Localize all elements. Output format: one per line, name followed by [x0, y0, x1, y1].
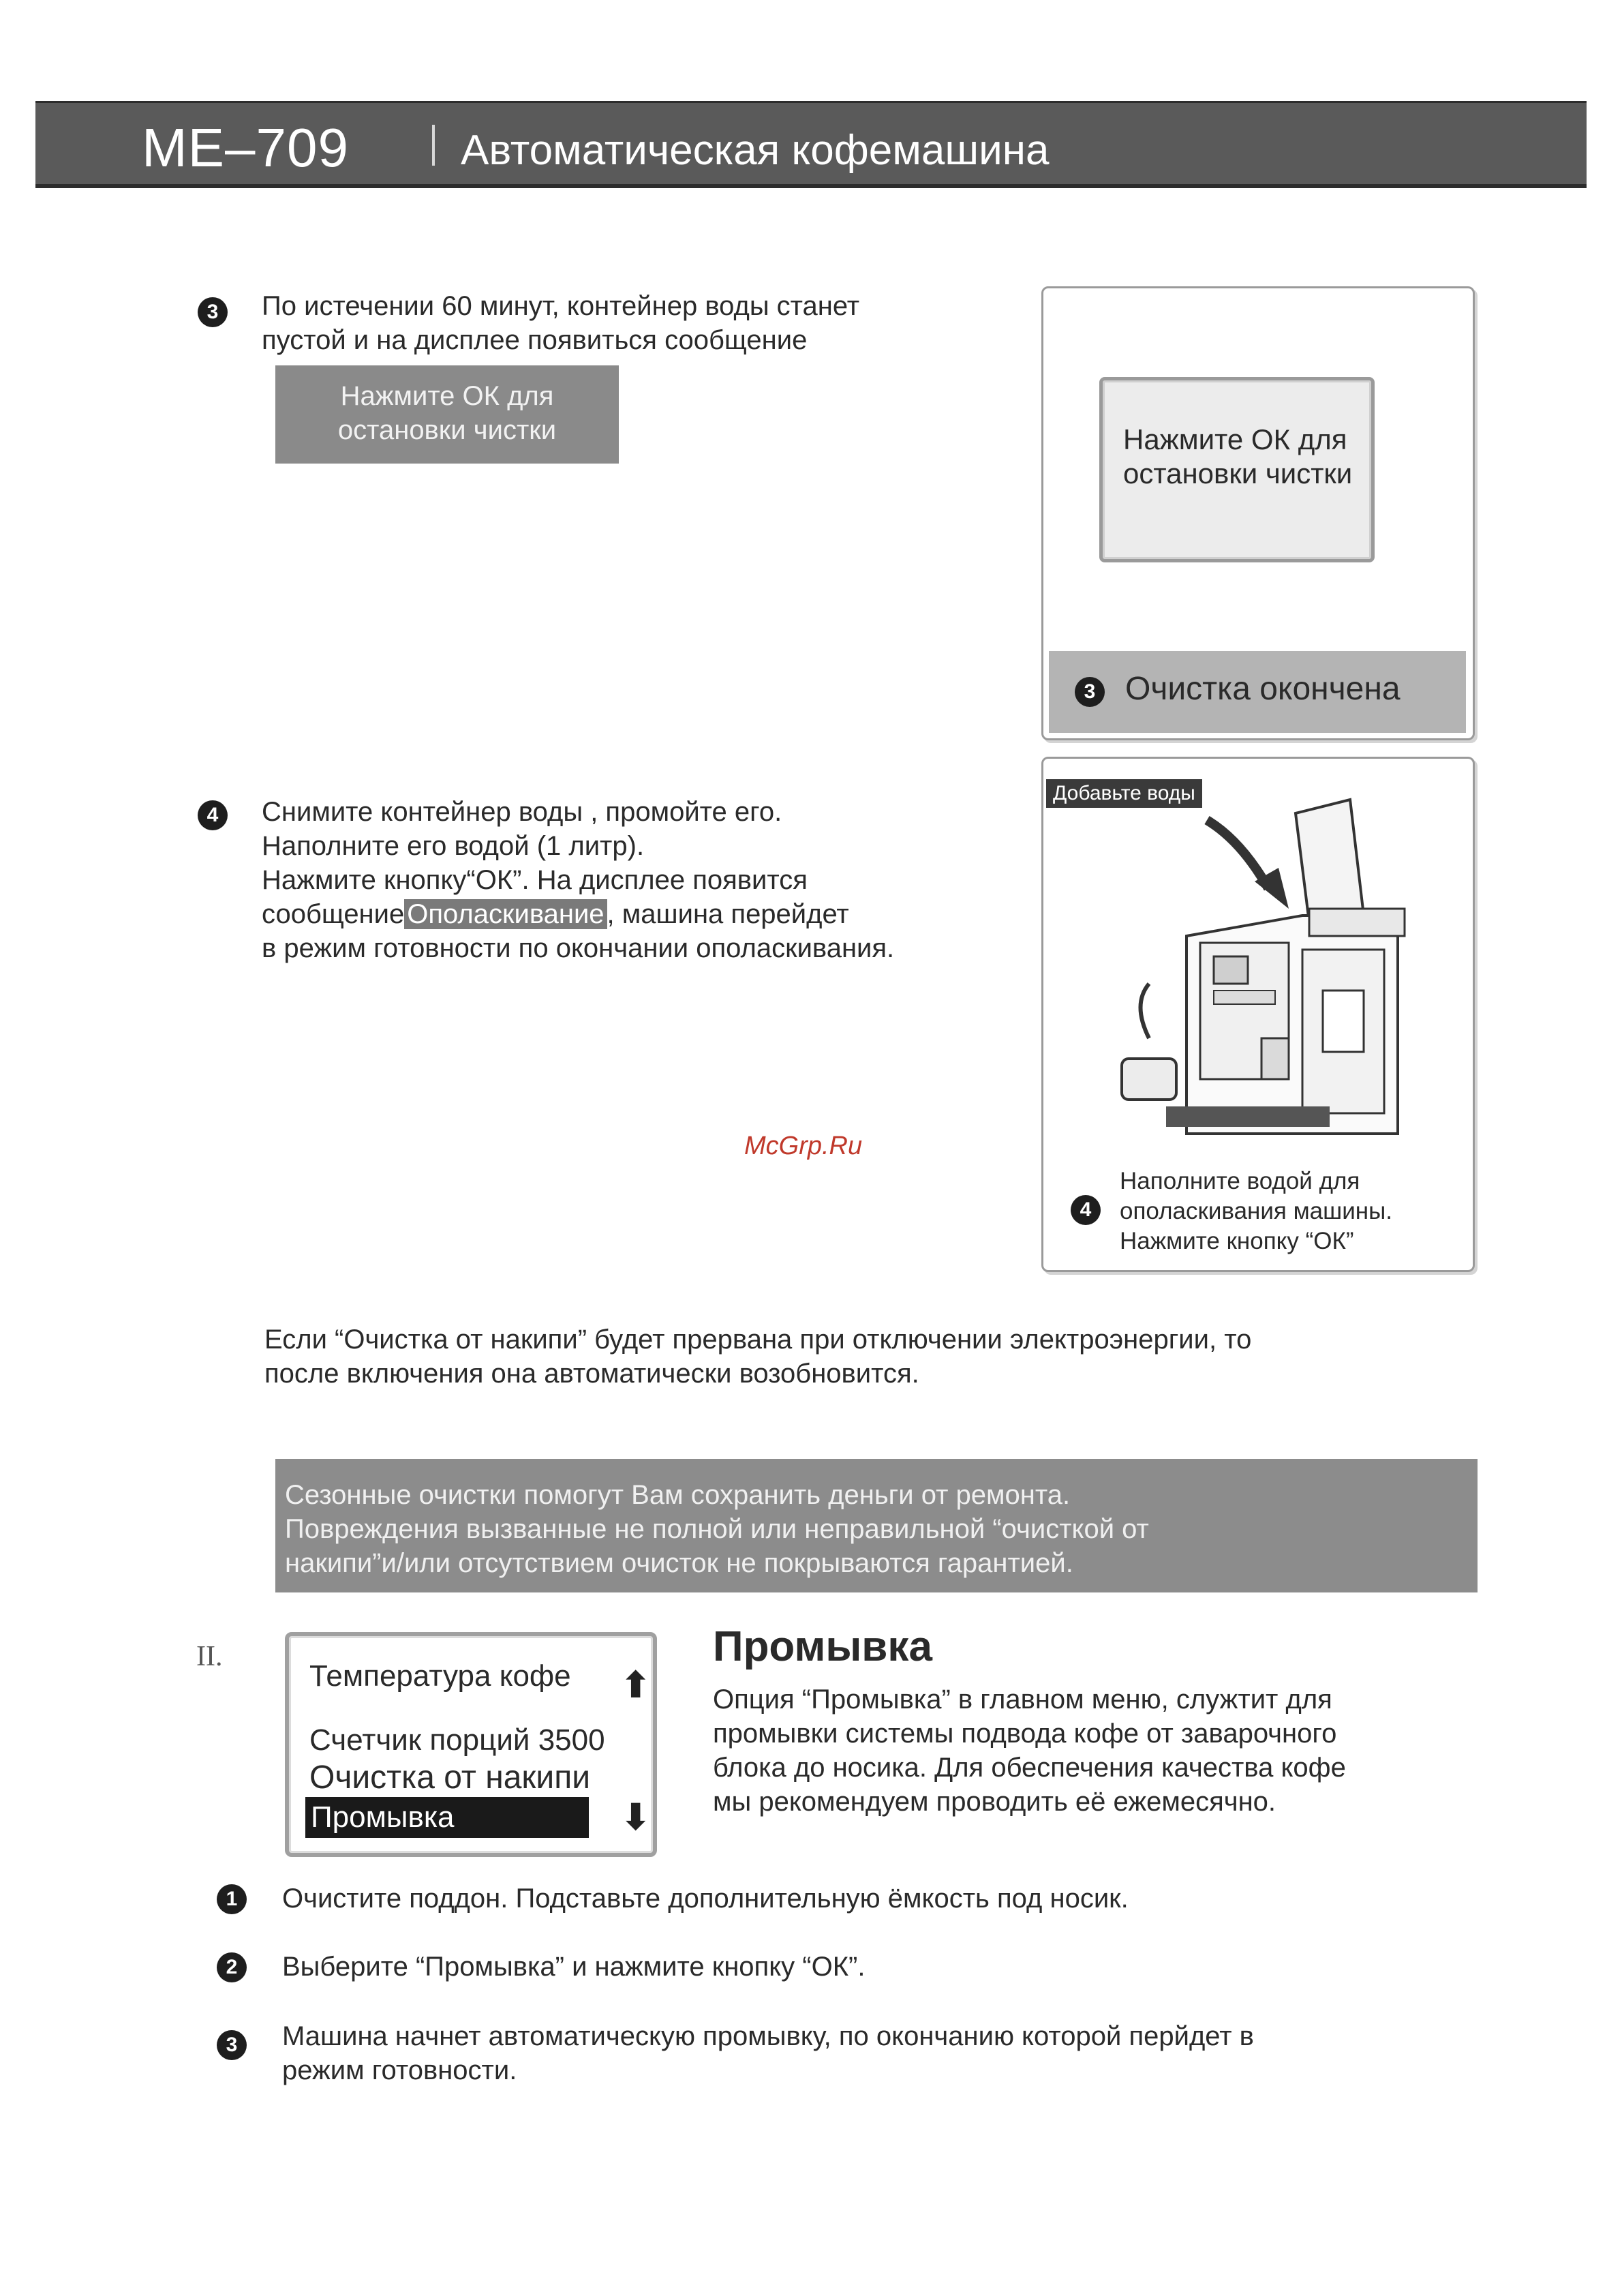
caption-number-3: 3 — [1075, 677, 1105, 707]
step4-line-5: в режим готовности по окончании ополаскивания. — [262, 933, 895, 963]
panel2-caption-line-1: Наполните водой для — [1120, 1168, 1360, 1194]
coffee-machine-illustration — [1084, 779, 1452, 1141]
arrow-up-icon: ⬆ — [620, 1665, 652, 1706]
model-name: ME–709 — [142, 117, 349, 178]
lcd-screen — [1099, 377, 1375, 562]
panel2-caption-line-2: ополаскивания машины. — [1120, 1198, 1392, 1224]
caption-cleaning-finished: Очистка окончена — [1125, 671, 1401, 707]
rinse-step-number-2: 2 — [217, 1952, 247, 1982]
rinse-desc-line-3: блока до носика. Для обеспечения качества кофе — [713, 1753, 1346, 1783]
machine-top-panel — [1309, 909, 1405, 936]
warning-line-2: Повреждения вызванные не полной или неправильной “очисткой от — [285, 1514, 1149, 1544]
rinse-step-1: Очистите поддон. Подставьте дополнительную ёмкость под носик. — [282, 1884, 1129, 1914]
drip-tray — [1166, 1106, 1330, 1127]
rinse-step-3-line-2: режим готовности. — [282, 2055, 517, 2085]
menu-item-coffee-temperature: Температура кофе — [309, 1659, 571, 1693]
warning-line-1: Сезонные очистки помогут Вам сохранить деньги от ремонта. — [285, 1480, 1071, 1510]
lcd-line-2: остановки чистки — [1123, 457, 1353, 489]
watermark: McGrp.Ru — [744, 1132, 863, 1160]
display-illustration-panel — [1041, 286, 1475, 740]
step4-line-1: Снимите контейнер воды , промойте его. — [262, 797, 782, 827]
rinse-step-number-3: 3 — [217, 2030, 247, 2060]
panel-caption-bar — [1049, 651, 1466, 733]
step-number-3: 3 — [198, 297, 228, 327]
steam-wand — [1141, 984, 1150, 1038]
arrow-down-icon: ⬇ — [620, 1797, 652, 1838]
section-title: Промывка — [713, 1623, 932, 1670]
header-divider — [432, 125, 435, 166]
step4-text — [262, 795, 894, 965]
step4-line-3: Нажмите кнопку“ОК”. На дисплее появится — [262, 865, 808, 895]
menu-item-descaling: Очистка от накипи — [309, 1759, 591, 1796]
lcd-line-1: Нажмите ОК для — [1123, 423, 1347, 455]
note-line-1: Если “Очистка от накипи” будет прервана при отключении электроэнергии, то — [264, 1325, 1252, 1355]
rinse-step-3-line-1: Машина начнет автоматическую промывку, по окончанию которой перйдет в — [282, 2021, 1254, 2051]
lcd-text — [1123, 423, 1352, 491]
rinse-step-2: Выберите “Промывка” и нажмите кнопку “ОК”. — [282, 1952, 866, 1982]
display-message-line-1: Нажмите ОК для — [340, 381, 554, 411]
rinse-desc-line-1: Опция “Промывка” в главном меню, служтит для — [713, 1685, 1332, 1715]
rinse-step-number-1: 1 — [217, 1884, 247, 1914]
menu-display — [285, 1632, 657, 1857]
rinse-message-highlight: Ополаскивание — [404, 899, 607, 929]
coffee-cup — [1122, 1059, 1176, 1100]
coffee-spout — [1261, 1038, 1289, 1079]
rinse-desc-line-4: мы рекомендуем проводить её ежемесячно. — [713, 1787, 1276, 1817]
power-interruption-note — [264, 1323, 1251, 1391]
menu-item-portion-counter: Счетчик порций 3500 — [309, 1723, 605, 1757]
header-title: Автоматическая кофемашина — [461, 127, 1050, 174]
page-header — [35, 101, 1587, 188]
menu-item-rinse-selected: Промывка — [305, 1797, 589, 1838]
warning-line-3: накипи”и/или отсутствием очисток не покрываются гарантией. — [285, 1548, 1073, 1578]
rinse-step-3 — [282, 2019, 1254, 2087]
note-line-2: после включения она автоматически возобновится. — [264, 1359, 919, 1389]
section-number: II. — [196, 1641, 223, 1672]
step3-line-2: пустой и на дисплее появиться сообщение — [262, 325, 808, 355]
water-tank-lid — [1296, 800, 1364, 922]
machine-display — [1214, 956, 1248, 984]
machine-buttons — [1214, 991, 1275, 1004]
step4-line-4-after: , машина перейдет — [607, 899, 849, 929]
display-message-box — [275, 365, 619, 464]
rinse-desc-line-2: промывки системы подвода кофе от заварочного — [713, 1719, 1337, 1749]
step3-line-1: По истечении 60 минут, контейнер воды станет — [262, 291, 860, 321]
panel2-caption — [1120, 1166, 1392, 1256]
display-message-line-2: остановки чистки — [337, 415, 557, 445]
add-water-label: Добавьте воды — [1046, 779, 1202, 808]
pointer-arrow-shaft — [1207, 820, 1268, 888]
step3-text — [262, 289, 859, 357]
panel2-caption-line-3: Нажмите кнопку “ОК” — [1120, 1228, 1354, 1254]
step4-line-2: Наполните его водой (1 литр). — [262, 831, 645, 861]
warranty-warning-box — [275, 1459, 1478, 1592]
machine-side-window — [1323, 991, 1364, 1052]
step-number-4: 4 — [198, 800, 228, 830]
rinse-description — [713, 1682, 1346, 1819]
machine-illustration-panel — [1041, 757, 1475, 1272]
step4-line-4-before: сообщение — [262, 899, 405, 929]
step4-line-4 — [262, 897, 894, 931]
caption-number-4: 4 — [1071, 1195, 1101, 1225]
